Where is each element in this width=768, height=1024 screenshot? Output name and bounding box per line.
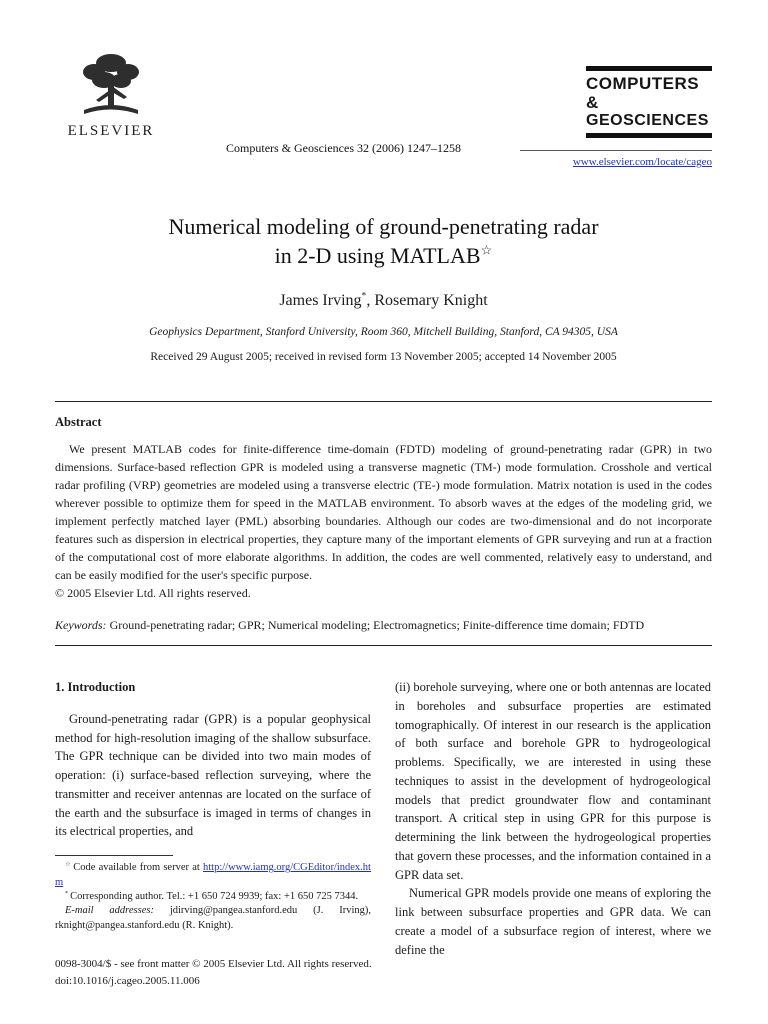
keywords-label: Keywords:: [55, 618, 107, 633]
article-title: [55, 212, 712, 270]
logo-line-1: COMPUTERS &: [586, 74, 700, 113]
abstract-copyright: © 2005 Elsevier Ltd. All rights reserved.: [55, 586, 251, 601]
intro-paragraph-right-1: (ii) borehole surveying, where one or both antennas are located in boreholes and subsurface properties are estimated tomographically. Of interest in our research is the application of both surface and borehole GPR to hydrogeological problems. Specifically, we are interested in using these techniques to assist in the development of hydrogeological models that predict groundwater flow and contaminant transport. A critical step in using GPR for this purpose is determining the link between the hydrogeological properties that govern these processes, and the information contained in a GPR data set.: [395, 680, 711, 882]
affiliation: Geophysics Department, Stanford University, Room 360, Mitchell Building, Stanford, CA 94305, USA: [149, 326, 618, 339]
journal-logo-block: [520, 66, 712, 168]
footnote-star-icon: ☆: [65, 860, 72, 868]
corresponding-author-text: Corresponding author. Tel.: +1 650 724 9939; fax: +1 650 725 7344.: [70, 891, 359, 902]
body-columns: [55, 678, 712, 959]
intro-paragraph-right-2: Numerical GPR models provide one means of exploring the link between subsurface properties and GPR data. We can create a model of a subsurface region of interest, where we define the: [395, 886, 711, 957]
issn-copyright-line: 0098-3004/$ - see front matter © 2005 Elsevier Ltd. All rights reserved.: [55, 957, 372, 970]
intro-paragraph-left: Ground-penetrating radar (GPR) is a popular geophysical method for high-resolution imaging of the shallow subsurface. The GPR technique can be divided into two main modes of operation: (i) surface-based reflection surveying, where the transmitter and receiver antennas are located on the surface of the earth and the subsurface is imaged in terms of changes in its electrical properties, and: [55, 711, 371, 839]
footnotes: [55, 855, 371, 933]
email-link-knight[interactable]: rknight@pangea.stanford.edu: [55, 919, 180, 931]
author-irving: James Irving: [279, 292, 362, 310]
page-footer: [55, 956, 372, 990]
elsevier-logo-text: ELSEVIER: [67, 123, 155, 139]
logo-bar-top: [586, 66, 712, 71]
email-knight-suffix: (R. Knight).: [179, 919, 234, 931]
footnote-emails: [55, 904, 371, 933]
email-link-irving[interactable]: jdirving@pangea.stanford.edu: [169, 905, 298, 917]
article-history: Received 29 August 2005; received in revised form 13 November 2005; accepted 14 November 2005: [150, 351, 617, 364]
abstract-bottom-rule: [55, 645, 712, 646]
footnote-rule: [55, 855, 173, 856]
page-content: [0, 212, 768, 959]
logo-bar-bottom: [586, 133, 712, 138]
journal-masthead: [0, 0, 768, 168]
left-column: [55, 678, 371, 959]
code-server-link[interactable]: http://www.iamg.org/CGEditor/index.htm: [55, 862, 371, 888]
elsevier-logo: [55, 50, 167, 140]
footnote-code-text: Code available from server at: [73, 862, 203, 874]
journal-citation: Computers & Geosciences 32 (2006) 1247–1258: [226, 140, 461, 155]
corresponding-author-marker: *: [361, 290, 367, 302]
right-column: [395, 678, 711, 959]
email-irving-suffix: (J. Irving),: [297, 905, 371, 917]
elsevier-tree-icon: [55, 50, 167, 120]
footnote-code-availability: [55, 861, 371, 890]
keywords-text: Ground-penetrating radar; GPR; Numerical modeling; Electromagnetics; Finite-difference time domain; FDTD: [106, 618, 645, 633]
footnote-corresponding-author: [55, 890, 371, 904]
abstract-heading: Abstract: [55, 415, 102, 430]
logo-line-2: GEOSCIENCES: [586, 112, 709, 130]
author-knight: , Rosemary Knight: [366, 292, 488, 310]
abstract-text: We present MATLAB codes for finite-difference time-domain (FDTD) modeling of ground-penetrating radar (GPR) in two dimensions. Surface-based reflection GPR is modeled using a transverse magnetic (TM-) mode formulation. Crosshole and vertical radar profiling (VRP) geometries are modeled using a transverse electric (TE-) mode formulation. Matrix notation is used in the codes wherever possible to optimize them for speed in the MATLAB environment. To absorb waves at the edges of the modeling grid, we implement perfectly matched layer (PML) absorbing boundaries. Although our codes are two-dimensional and do not incorporate features such as dispersion in electrical properties, they capture many of the important elements of GPR surveying and run at a fraction of the computational cost of more elaborate algorithms. In addition, the codes are well commented, relatively easy to understand, and can be easily modified for the user's specific purpose.: [55, 442, 712, 583]
doi-line: doi:10.1016/j.cageo.2005.11.006: [55, 974, 200, 987]
abstract-top-rule: [55, 401, 712, 402]
author-line: [55, 292, 712, 310]
header-rule: [520, 150, 712, 151]
email-addresses-label: E-mail addresses:: [65, 905, 154, 917]
computers-geosciences-logo: [586, 66, 712, 138]
title-line-1: Numerical modeling of ground-penetrating radar: [168, 213, 599, 239]
section-heading-introduction: 1. Introduction: [55, 680, 136, 695]
title-line-2: in 2-D using MATLAB: [274, 243, 481, 268]
footnote-asterisk-icon: *: [65, 889, 69, 897]
journal-homepage-link[interactable]: www.elsevier.com/locate/cageo: [572, 155, 712, 168]
title-footnote-star-icon: ☆: [480, 242, 493, 258]
keywords-line: [55, 618, 712, 633]
